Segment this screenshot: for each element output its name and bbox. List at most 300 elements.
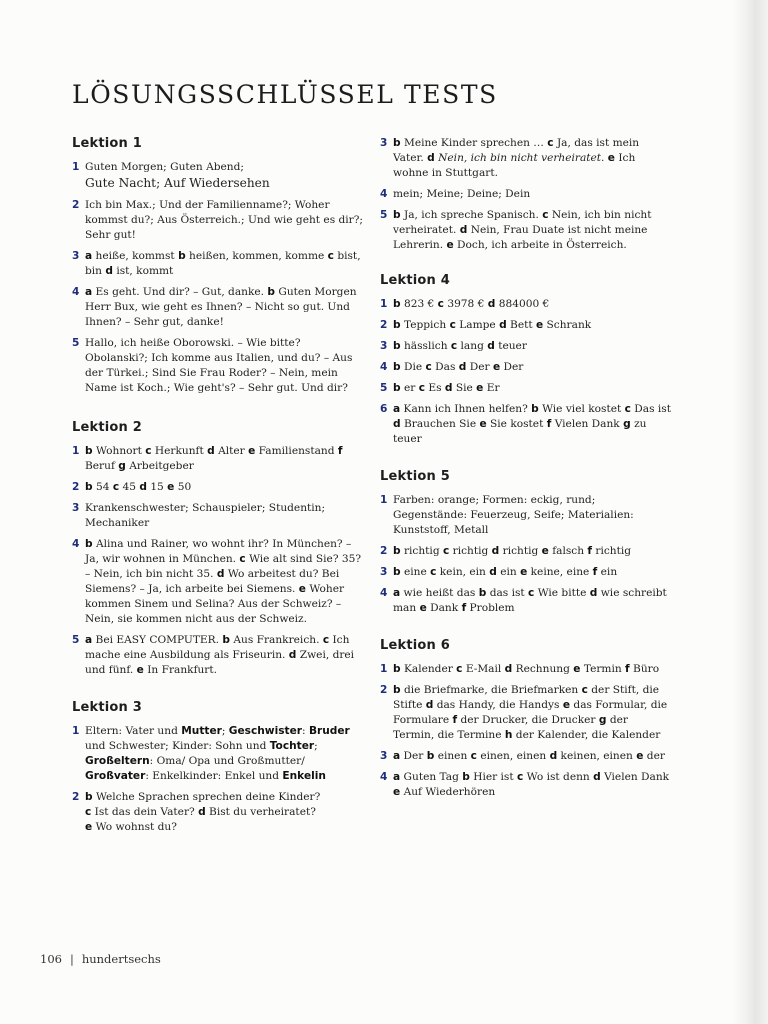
sub-answer: Woher kommen Sinem und Selina? Aus der Schweiz? – Nein, sie kommen nicht aus der Schweiz. [85,583,345,625]
answer-item [380,749,672,764]
page-edge-shadow [732,0,768,1024]
answer-text [393,339,672,354]
sub-letter: b [393,137,401,149]
sub-letter: e [541,545,549,557]
answer-item [380,662,672,677]
sub-letter: d [288,649,297,661]
sub-answer: das Handy, die Handys [436,699,560,711]
answer-line: Guten Morgen; Guten Abend; [85,161,244,173]
sub-letter: e [85,821,93,833]
sub-answer: Büro [633,663,660,675]
sub-answer: 3978 € [447,298,485,310]
sub-letter: b [178,250,186,262]
answer-text [393,208,672,253]
sub-answer: Auf Wiederhören [403,786,496,798]
sub-letter: f [625,663,630,675]
sub-letter: d [105,265,113,277]
item-number: 1 [72,445,80,457]
sub-letter: c [430,566,437,578]
sub-letter: c [145,445,152,457]
answer-text [85,790,364,835]
sub-answer: Termin [583,663,622,675]
sub-answer: der Termin, die Termine [393,714,628,741]
sub-letter: f [546,418,552,430]
text-part: ; [314,740,318,752]
item-number: 3 [72,502,80,514]
sub-answer: Er [486,382,500,394]
sub-letter: c [437,298,444,310]
answer-item [72,480,364,495]
sub-answer: wie schreibt man [393,587,667,614]
sub-answer: Lampe [459,319,496,331]
sub-answer: ein [600,566,618,578]
sub-letter: c [112,481,120,493]
lektion-3-heading: Lektion 3 [72,700,142,715]
sub-letter: h [504,729,513,741]
item-number: 1 [72,161,80,173]
answer-text [393,544,672,559]
sub-letter: c [624,403,631,415]
sub-letter: b [85,538,93,550]
sub-letter: d [444,382,453,394]
answer-text [393,770,672,800]
sub-letter: b [393,340,401,352]
sub-answer: 15 [150,481,164,493]
answer-text [393,586,672,616]
sub-answer: Das [435,361,456,373]
answer-item [72,501,364,531]
sub-answer: Hier ist [473,771,514,783]
sub-answer: ist, kommt [116,265,174,277]
sub-answer: die Briefmarke, die Briefmarken [403,684,579,696]
sub-answer: ein [500,566,517,578]
sub-letter: e [167,481,175,493]
sub-letter: c [450,340,458,352]
sub-answer: Bett [510,319,533,331]
sub-answer: Kann ich Ihnen helfen? [403,403,528,415]
sub-answer: Wie bitte [537,587,587,599]
answer-item [380,381,672,396]
sub-letter: d [425,699,434,711]
sub-letter: b [85,481,93,493]
sub-letter: d [589,587,598,599]
lektion-5-heading: Lektion 5 [380,469,450,484]
sub-letter: e [476,382,484,394]
sub-letter: g [623,418,631,430]
bold-answer: Bruder [308,725,350,737]
answer-item [72,537,364,627]
sub-answer: Rechnung [515,663,570,675]
sub-answer: heißen, kommen, komme [189,250,325,262]
right-column [380,136,672,806]
sub-letter: e [298,583,306,595]
sub-letter: c [470,750,477,762]
answer-text [85,160,364,192]
answer-item [72,790,364,835]
sub-answer: Schrank [546,319,592,331]
sub-letter: b [478,587,487,599]
sub-letter: e [248,445,256,457]
sub-answer: Wie alt sind Sie? 35? – Nein, ich bin nicht 35. [85,553,362,580]
item-number: 2 [380,545,388,557]
sub-answer: 54 [95,481,110,493]
sub-answer: Sie [455,382,473,394]
sub-answer: Ja, ich spreche Spanisch. [403,209,539,221]
sub-letter: b [462,771,470,783]
answer-text [393,381,672,396]
sub-answer: Es [428,382,442,394]
item-number: 1 [380,494,388,506]
item-number: 2 [380,319,388,331]
sub-answer: hässlich [403,340,448,352]
answer-item [380,208,672,253]
sub-letter: c [425,361,432,373]
sub-answer: 50 [177,481,192,493]
item-number: 1 [72,725,80,737]
bold-answer: Geschwister [228,725,303,737]
answer-text [85,633,364,678]
sub-letter: e [636,750,644,762]
text-part: : Enkelkinder: Enkel und [145,770,283,782]
answer-item [72,336,364,396]
sub-letter: c [528,587,535,599]
sub-answer: Zwei, drei und fünf. [85,649,355,676]
bold-answer: Großvater [85,770,146,782]
sub-letter: e [479,418,487,430]
sub-letter: e [607,152,615,164]
sub-answer: 45 [122,481,136,493]
item-number: 3 [380,340,388,352]
sub-answer: Nein, Frau Duate ist nicht meine Lehrerin. [393,224,648,251]
answer-text [393,136,672,181]
sub-letter: d [139,481,147,493]
sub-letter: c [456,663,463,675]
sub-answer: Die [403,361,423,373]
sub-answer: Problem [469,602,515,614]
lektion-6-section [380,638,672,800]
answer-item [380,402,672,447]
sub-letter: c [547,137,554,149]
answer-item [72,444,364,474]
item-number: 2 [72,199,80,211]
sub-answer: E-Mail [465,663,502,675]
page-number: 106 [40,952,62,966]
answer-text [393,297,672,312]
sub-answer: teuer [498,340,527,352]
sub-letter: a [85,286,93,298]
item-number: 1 [380,663,388,675]
lektion-1-heading: Lektion 1 [72,136,142,151]
sub-letter: d [499,319,507,331]
sub-letter: b [393,319,401,331]
sub-letter: c [581,684,588,696]
sub-answer: Guten Morgen Herr Bux, wie geht es Ihnen? – Nicht so gut. Und Ihnen? – Sehr gut, danke! [85,286,357,328]
sub-letter: c [418,382,425,394]
sub-letter: b [393,663,401,675]
sub-letter: g [598,714,607,726]
text-part: und Schwester; Kinder: Sohn und [85,740,270,752]
lektion-2-heading: Lektion 2 [72,420,142,435]
answer-text [393,318,672,333]
sub-answer: Alina und Rainer, wo wohnt ihr? In München? – Ja, wir wohnen in München. [85,538,352,565]
item-number: 3 [380,566,388,578]
answer-item [380,565,672,580]
sub-answer: lang [460,340,484,352]
answer-text [393,749,672,764]
sub-answer: Ja, das ist mein Vater. [393,137,640,164]
sub-letter: c [327,250,334,262]
sub-letter: a [85,250,93,262]
answer-text [85,724,364,784]
item-number: 3 [380,137,388,149]
answer-text [393,402,672,447]
sub-letter: d [593,771,601,783]
sub-letter: d [393,418,401,430]
sub-letter: e [136,664,144,676]
bold-answer: Enkelin [282,770,326,782]
sub-answer: richtig [452,545,489,557]
item-number: 4 [380,361,388,373]
footer-separator: | [69,952,74,966]
answer-text [393,360,672,375]
sub-letter: a [393,750,401,762]
sub-answer: heiße, kommst [95,250,175,262]
sub-letter: d [207,445,215,457]
text-part: : [302,725,309,737]
sub-letter: b [267,286,276,298]
item-number: 5 [380,209,388,221]
lektion-4-section [380,273,672,447]
answer-text: mein; Meine; Deine; Dein [393,188,531,200]
item-number: 4 [72,286,80,298]
sub-answer: 884000 € [498,298,550,310]
sub-letter: c [442,545,450,557]
page-title: LÖSUNGSSCHLÜSSEL TESTS [72,80,498,109]
answer-item [380,360,672,375]
sub-answer: keine, eine [530,566,590,578]
left-column [72,136,364,841]
sub-answer: Alter [218,445,245,457]
sub-answer: richtig [595,545,632,557]
sub-answer: Dank [430,602,459,614]
sub-answer: Doch, ich arbeite in Österreich. [457,239,627,251]
sub-answer: Der [503,361,524,373]
sub-answer: zu teuer [393,418,647,445]
sub-answer: einen [437,750,468,762]
sub-letter: b [85,791,93,803]
sub-letter: b [426,750,435,762]
lektion-4-heading: Lektion 4 [380,273,450,288]
sub-letter: d [216,568,225,580]
sub-letter: b [85,445,93,457]
answer-item [380,339,672,354]
text-part: : Oma/ Opa und Großmutter/ [149,755,305,767]
item-number: 5 [380,382,388,394]
sub-letter: b [393,298,401,310]
answer-line: Gute Nacht; Auf Wiedersehen [85,176,270,190]
sub-letter: d [549,750,558,762]
sub-letter: d [487,298,496,310]
sub-answer: Bist du verheiratet? [209,806,316,818]
item-number: 5 [72,634,80,646]
sub-answer: Guten Tag [403,771,459,783]
sub-answer: der Kalender, die Kalender [515,729,661,741]
page-footer [40,952,161,966]
sub-letter: b [393,382,401,394]
text-part: ; [221,725,229,737]
sub-letter: b [393,209,401,221]
answer-item [72,633,364,678]
sub-answer: Wo ist denn [526,771,590,783]
sub-answer: der Stift, die Stifte [393,684,660,711]
sub-answer: Arbeitgeber [129,460,194,472]
sub-answer: Teppich [403,319,447,331]
answer-text [85,444,364,474]
sub-answer: 823 € [403,298,435,310]
sub-answer: Vielen Dank [604,771,670,783]
item-number: 4 [380,771,388,783]
sub-letter: d [489,566,497,578]
sub-answer: Beruf [85,460,115,472]
sub-answer: Ich wohne in Stuttgart. [393,152,636,179]
sub-letter: f [337,445,343,457]
sub-answer: Nein, ich bin nicht verheiratet. [438,152,605,164]
item-number: 2 [72,791,80,803]
sub-answer: eine [403,566,427,578]
sub-letter: b [393,545,401,557]
item-number: 2 [380,684,388,696]
answer-item [380,683,672,743]
answer-item [72,724,364,784]
answer-item [380,586,672,616]
sub-answer: Der [403,750,424,762]
text-part: Eltern: Vater und [85,725,178,737]
sub-letter: d [458,361,467,373]
sub-answer: er [403,382,416,394]
answer-text [85,480,364,495]
answer-item [380,493,672,538]
answer-item [380,187,672,202]
answer-text [85,285,364,330]
sub-answer: Sie kostet [490,418,544,430]
lektion-3-continued [380,136,672,253]
item-number: 1 [380,298,388,310]
sub-answer: der Drucker, die Drucker [460,714,596,726]
item-number: 4 [72,538,80,550]
bold-answer: Mutter [181,725,222,737]
answer-text: Farben: orange; Formen: eckig, rund; Gegenstände: Feuerzeug, Seife; Materialien: Kunststoff, Metall [393,494,634,536]
sub-answer: kein, ein [439,566,486,578]
sub-letter: c [322,634,330,646]
item-number: 4 [380,587,388,599]
answer-text: Krankenschwester; Schauspieler; Studentin; Mechaniker [85,502,326,529]
sub-answer: Wie viel kostet [542,403,622,415]
sub-letter: e [573,663,581,675]
sub-answer: Es geht. Und dir? – Gut, danke. [95,286,265,298]
sub-letter: a [393,771,401,783]
sub-letter: e [393,786,401,798]
sub-answer: falsch [552,545,585,557]
answer-item [380,318,672,333]
bold-answer: Großeltern [85,755,150,767]
sub-letter: a [393,403,401,415]
answer-item [72,285,364,330]
sub-answer: Aus Frankreich. [233,634,320,646]
sub-answer: bist, bin [85,250,361,277]
sub-answer: Familienstand [258,445,335,457]
sub-letter: a [393,587,401,599]
answer-item [380,544,672,559]
answer-item [380,770,672,800]
answer-item [72,198,364,243]
bold-answer: Tochter [269,740,315,752]
lektion-2-section [72,420,364,678]
sub-letter: f [461,602,467,614]
item-number: 3 [72,250,80,262]
sub-letter: c [449,319,456,331]
item-number: 6 [380,403,388,415]
sub-letter: b [393,684,401,696]
sub-answer: Wohnort [95,445,142,457]
sub-letter: d [491,545,500,557]
sub-letter: d [459,224,468,236]
answer-text [85,249,364,279]
sub-answer: Wo wohnst du? [95,821,177,833]
sub-letter: b [393,361,401,373]
sub-letter: d [198,806,206,818]
sub-answer: Der [469,361,490,373]
sub-letter: c [542,209,549,221]
sub-answer: Kalender [403,663,453,675]
sub-letter: b [393,566,401,578]
sub-answer: Brauchen Sie [403,418,477,430]
sub-letter: e [562,699,571,711]
sub-answer: der [646,750,665,762]
sub-letter: d [487,340,495,352]
sub-answer: Herkunft [154,445,204,457]
lektion-3-section [72,700,364,835]
sub-letter: c [517,771,524,783]
item-number: 2 [72,481,80,493]
sub-answer: das ist [489,587,525,599]
sub-letter: b [531,403,539,415]
sub-answer: Ich mache eine Ausbildung als Friseurin. [85,634,350,661]
sub-answer: Welche Sprachen sprechen deine Kinder? [95,791,321,803]
sub-letter: e [492,361,501,373]
sub-letter: g [118,460,126,472]
sub-answer: Meine Kinder sprechen … [403,137,548,149]
sub-letter: f [452,714,458,726]
sub-letter: e [520,566,528,578]
answer-item [380,136,672,181]
sub-answer: richtig [502,545,539,557]
answer-text [393,662,672,677]
answer-text [85,537,364,627]
answer-item [380,297,672,312]
sub-answer: keinen, einen [560,750,633,762]
item-number: 3 [380,750,388,762]
sub-letter: f [592,566,598,578]
sub-answer: Ist das dein Vater? [94,806,195,818]
sub-letter: e [535,319,544,331]
answer-text [393,565,672,580]
lektion-6-heading: Lektion 6 [380,638,450,653]
item-number: 5 [72,337,80,349]
sub-answer: Vielen Dank [554,418,620,430]
answer-item [72,249,364,279]
answer-item [72,160,364,192]
sub-answer: das Formular, die Formulare [393,699,668,726]
